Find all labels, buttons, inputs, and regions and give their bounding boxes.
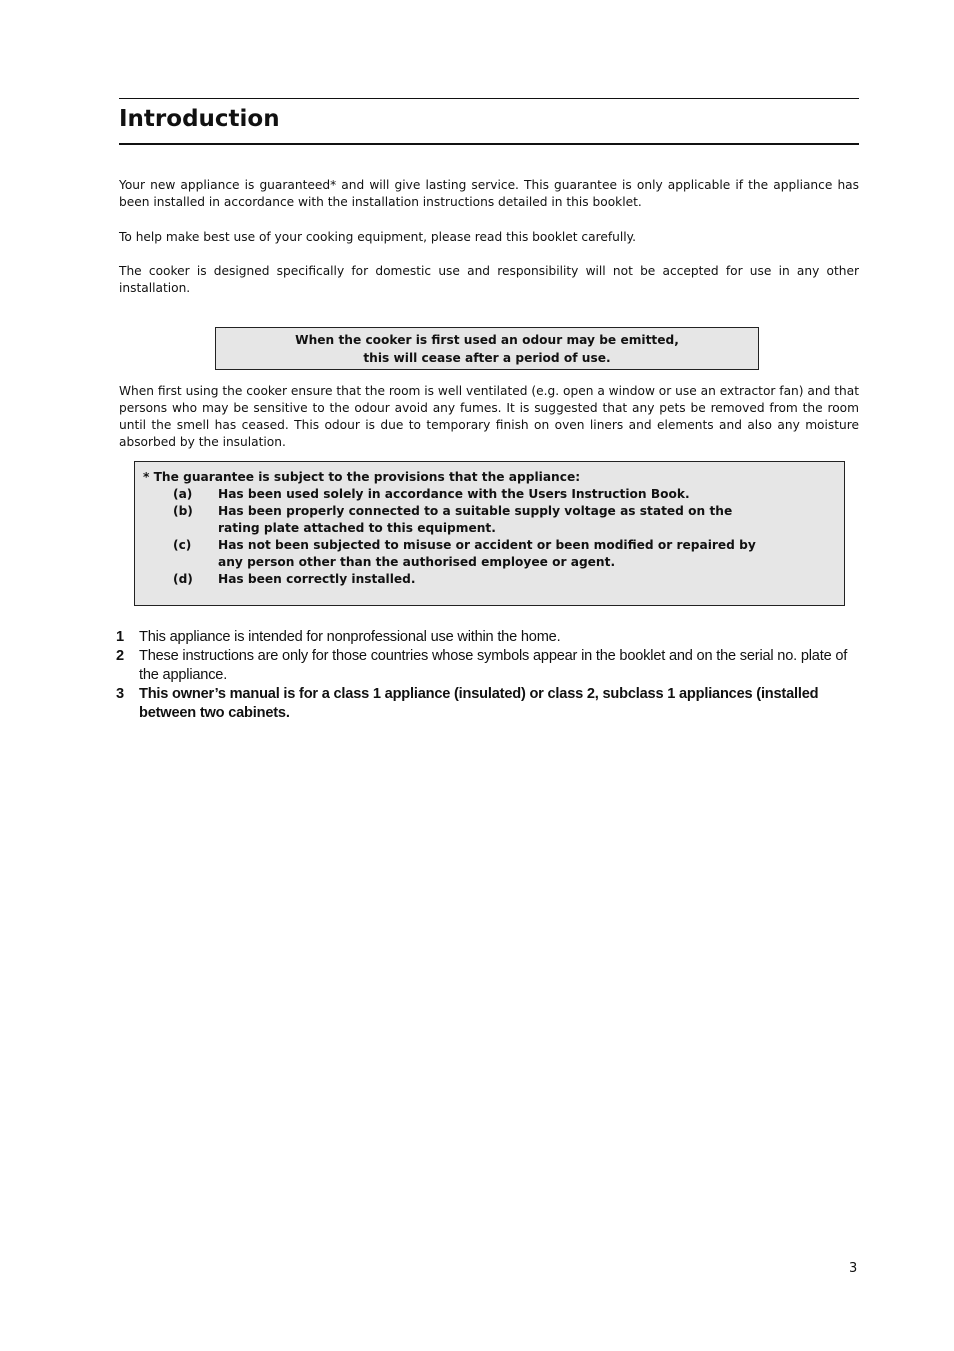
odour-notice-line-1: When the cooker is first used an odour may be emitted, — [295, 333, 679, 347]
guarantee-condition-label: (d) — [173, 572, 193, 586]
guarantee-conditions-heading: * The guarantee is subject to the provisions that the appliance: — [143, 470, 581, 484]
guarantee-condition-item — [143, 486, 844, 503]
heading-top-rule — [119, 98, 859, 99]
list-item — [116, 628, 861, 647]
guarantee-condition-item — [143, 571, 844, 588]
guarantee-condition-label: (b) — [173, 504, 193, 518]
guarantee-intro-paragraph: Your new appliance is guaranteed* and will give lasting service. This guarantee is only applicable if the appliance has been installed in accordance with the installation instructions detailed in this booklet. — [119, 178, 859, 209]
guarantee-condition-text: Has been correctly installed. — [218, 572, 416, 586]
guarantee-condition-item — [143, 537, 844, 571]
guarantee-condition-item — [143, 503, 844, 537]
guarantee-condition-text: Has been properly connected to a suitable supply voltage as stated on the rating plate attached to this equipment. — [218, 504, 733, 535]
note-text: This owner’s manual is for a class 1 appliance (insulated) or class 2, subclass 1 appliances (installed between two cabinets. — [139, 686, 819, 721]
heading-bottom-rule — [119, 143, 859, 145]
ventilation-paragraph: When first using the cooker ensure that the room is well ventilated (e.g. open a window or use an extractor fan) and that persons who may be sensitive to the odour avoid any fumes. It is suggested that any pets be removed from the room until the smell has ceased. This odour is due to temporary finish on oven liners and elements and also any moisture absorbed by the insulation. — [119, 384, 859, 449]
odour-notice-box — [215, 327, 759, 370]
domestic-use-paragraph: The cooker is designed specifically for domestic use and responsibility will not be accepted for use in any other installation. — [119, 264, 859, 295]
guarantee-conditions-box — [134, 461, 845, 606]
page-number: 3 — [849, 1261, 858, 1276]
note-text: This appliance is intended for nonprofessional use within the home. — [139, 629, 561, 645]
list-item — [116, 647, 861, 685]
read-booklet-paragraph: To help make best use of your cooking equipment, please read this booklet carefully. — [119, 230, 636, 244]
note-number: 2 — [116, 648, 124, 664]
note-text: These instructions are only for those countries whose symbols appear in the booklet and on the serial no. plate of the appliance. — [139, 648, 848, 683]
note-number: 1 — [116, 629, 124, 645]
odour-notice-line-2: this will cease after a period of use. — [363, 351, 611, 365]
numbered-notes-list — [116, 628, 861, 723]
list-item — [116, 685, 861, 723]
guarantee-condition-label: (a) — [173, 487, 193, 501]
guarantee-condition-text: Has not been subjected to misuse or accident or been modified or repaired by any person other than the authorised employee or agent. — [218, 538, 756, 569]
note-number: 3 — [116, 686, 124, 702]
guarantee-condition-text: Has been used solely in accordance with the Users Instruction Book. — [218, 487, 690, 501]
guarantee-condition-label: (c) — [173, 538, 192, 552]
page-title: Introduction — [119, 106, 280, 132]
